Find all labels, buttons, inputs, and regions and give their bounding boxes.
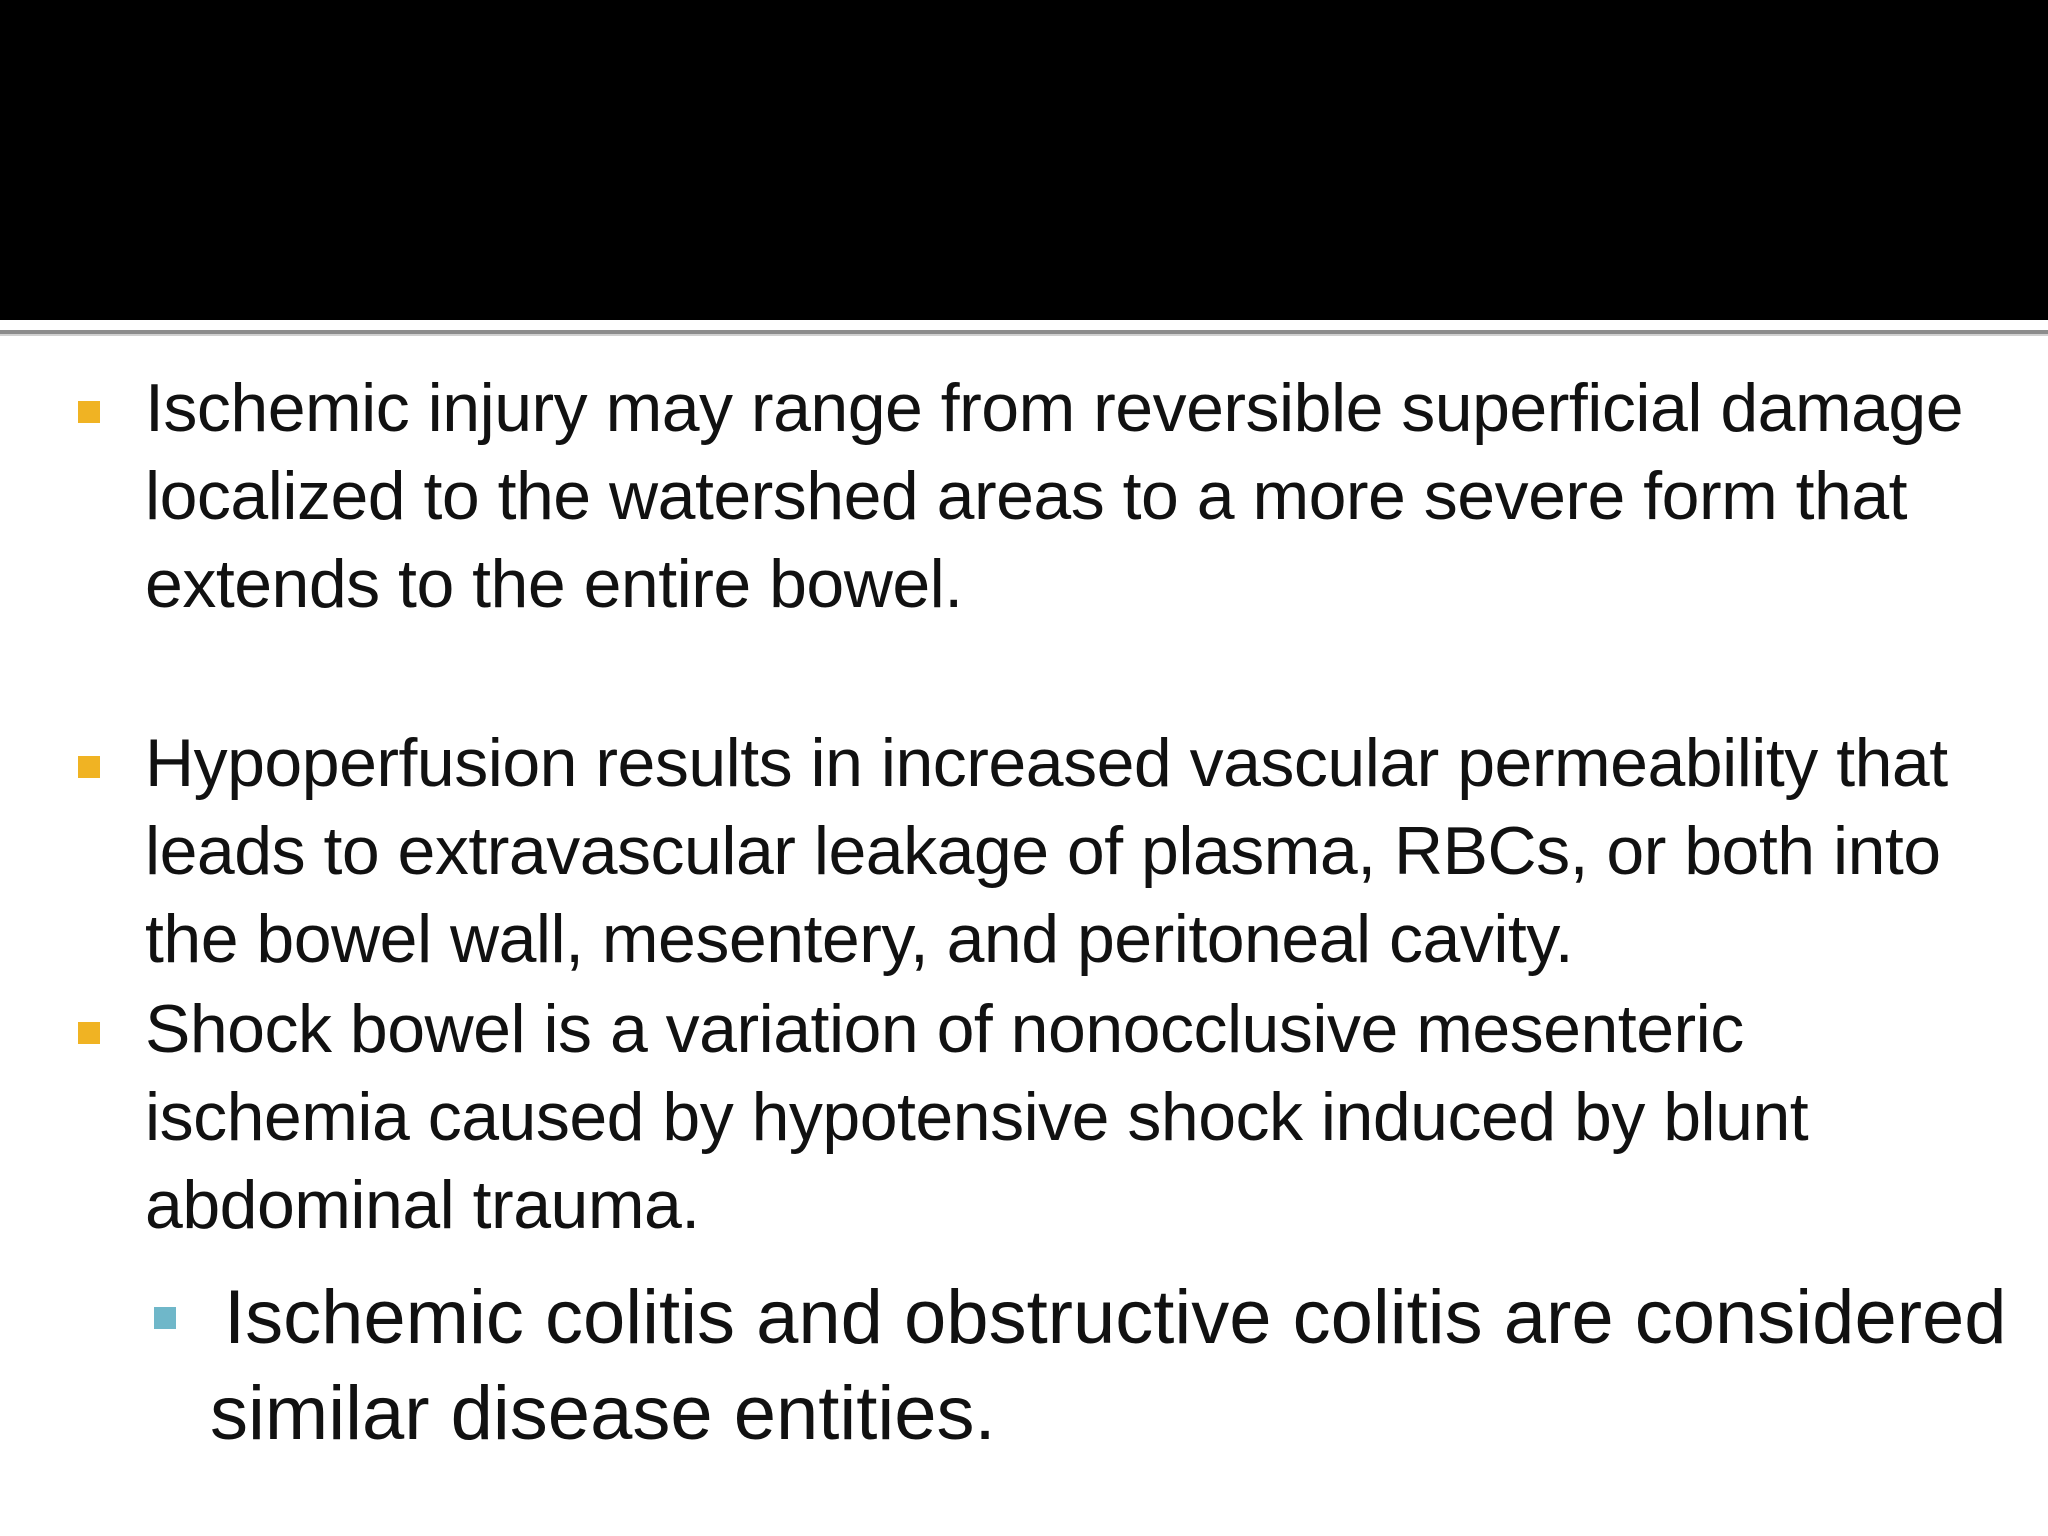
bullet-2: Hypoperfusion results in increased vascular permeability that leads to extravascular leakage of plasma, RBCs, or both into the bowel wall, mesentery, and peritoneal cavity. <box>145 725 1948 977</box>
bullet-marker-icon <box>78 1022 100 1044</box>
bullet-marker-icon <box>78 756 100 778</box>
bullet-3: Shock bowel is a variation of nonocclusive mesenteric ischemia caused by hypotensive shock induced by blunt abdominal trauma. <box>145 991 1809 1243</box>
sub-bullet-marker-icon <box>154 1307 176 1329</box>
bullet-1: Ischemic injury may range from reversible superficial damage localized to the watershed areas to a more severe form that extends to the entire bowel. <box>145 370 1964 622</box>
sub-bullet-1: Ischemic colitis and obstructive colitis are considered similar disease entities. <box>210 1275 2007 1456</box>
bullet-marker-icon <box>78 401 100 423</box>
